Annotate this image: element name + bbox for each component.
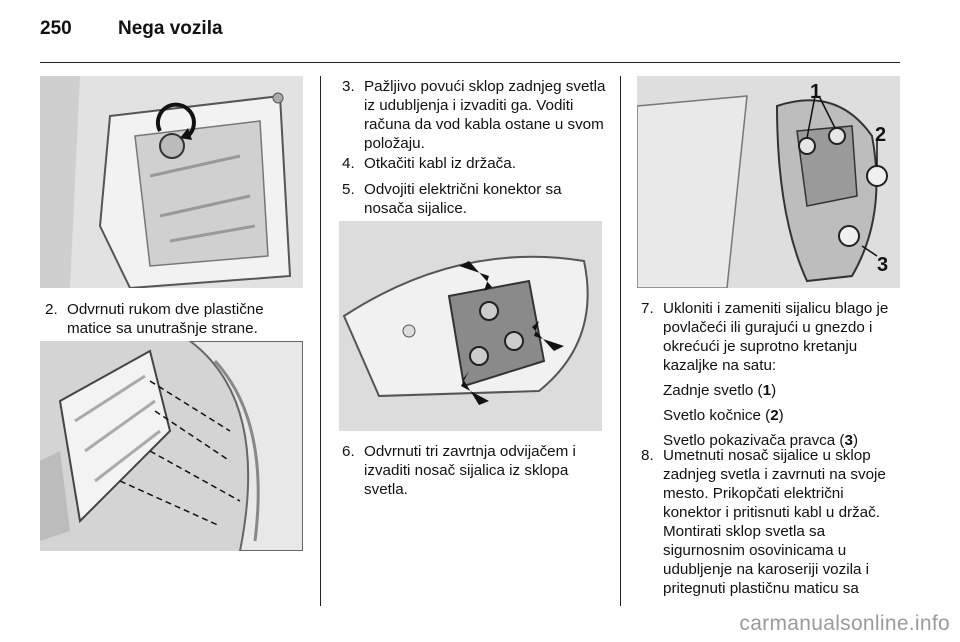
step-number: 8. xyxy=(641,447,654,464)
step-2 xyxy=(45,300,310,338)
step-5 xyxy=(342,180,607,218)
illustration-bulb-carrier-screws xyxy=(339,221,602,431)
chapter-title: Nega vozila xyxy=(118,18,223,39)
column-divider-left xyxy=(320,76,321,606)
bulb-tail-light: Zadnje svetlo (1) xyxy=(663,382,777,399)
step-text: Pažljivo povući sklop zadnjeg svetla iz udubljenja i izvaditi ga. Voditi računa da vod kabla ostane u svom položaju. xyxy=(364,78,606,152)
step-6 xyxy=(342,442,607,499)
header-rule xyxy=(40,62,900,63)
step-text: Ukloniti i zameniti sijalicu blago je povlačeći ili gurajući u gnezdo i okrećući je suprotno kretanju kazaljke na satu: xyxy=(663,300,889,374)
step-number: 2. xyxy=(45,301,58,318)
bulb-brake-light: Svetlo kočnice (2) xyxy=(663,407,784,424)
watermark: carmanualsonline.info xyxy=(739,612,950,635)
step-7 xyxy=(641,299,903,450)
illustration-bulb-positions xyxy=(637,76,900,288)
step-3 xyxy=(342,77,607,153)
step-text: Umetnuti nosač sijalice u sklop zadnjeg svetla i zavrnuti na svoje mesto. Prikopčati električni konektor i pritisnuti kabl u držač. Montirati sklop svetla sa sigurnosnim osovinicama u udubljenje na karoseriji vozila i pritegnuti plastičnu maticu sa xyxy=(663,447,886,597)
step-number: 4. xyxy=(342,155,355,172)
step-text: Odvojiti električni konektor sa nosača sijalice. xyxy=(364,181,562,217)
step-number: 3. xyxy=(342,78,355,95)
step-text: Odvrnuti tri zavrtnja odvijačem i izvaditi nosač sijalica iz sklopa svetla. xyxy=(364,443,576,498)
step-number: 6. xyxy=(342,443,355,460)
callout-2: 2 xyxy=(875,124,887,146)
step-text: Odvrnuti rukom dve plastične matice sa unutrašnje strane. xyxy=(67,301,264,337)
step-text: Otkačiti kabl iz držača. xyxy=(364,155,516,172)
step-number: 7. xyxy=(641,300,654,317)
step-8 xyxy=(641,446,903,598)
page-number: 250 xyxy=(40,18,72,39)
step-4 xyxy=(342,154,607,173)
step-number: 5. xyxy=(342,181,355,198)
callout-1: 1 xyxy=(810,81,822,103)
bulb-turn-signal: Svetlo pokazivača pravca (3) xyxy=(663,432,859,449)
illustration-light-recess xyxy=(40,76,303,288)
column-divider-right xyxy=(620,76,621,606)
callout-3: 3 xyxy=(877,254,889,276)
illustration-removing-light-assembly xyxy=(40,341,303,551)
